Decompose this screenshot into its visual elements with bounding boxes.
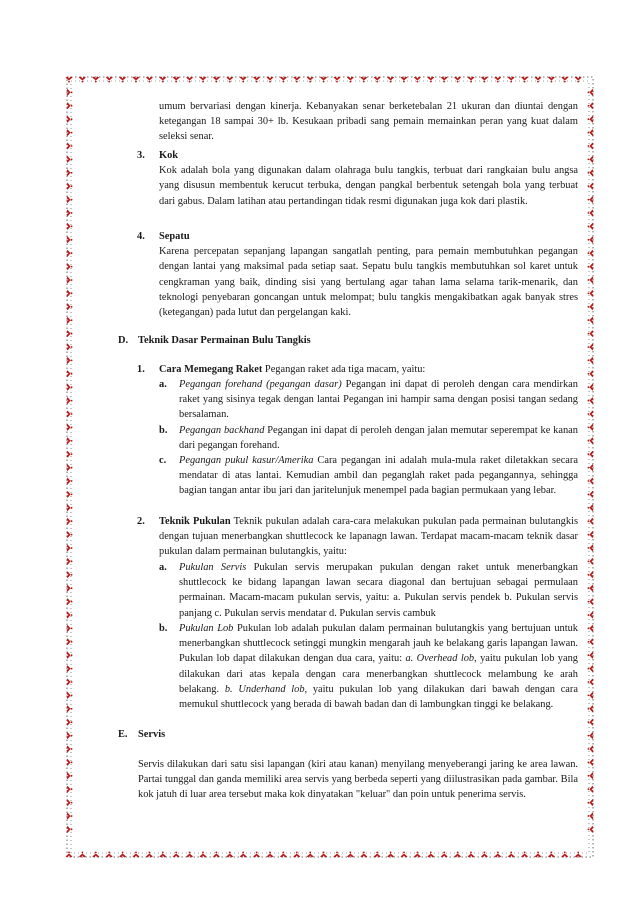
subitem-term-underhand: b. Underhand lob bbox=[224, 683, 305, 695]
section-title-e: Servis bbox=[138, 729, 166, 740]
grip-american bbox=[159, 453, 578, 499]
subitem-term-overhead: a. Overhead lob bbox=[405, 653, 475, 665]
continuation-paragraph: umum bervariasi dengan kinerja. Kebanyakan senar berketebalan 21 ukuran dan diuntai dengan ketegangan 18 sampai 30+ lb. Kesukaan pribadi sang pemain memainkan peran yang kuat dalam seleksi senar. bbox=[159, 101, 578, 143]
subitem-text: Cara pegangan ini adalah mula-mula raket diletakkan secara mendatar di atas lantai. Kemudian ambil dan peganglah raket pada pegangannya, sehingga bagian tangan antar ibu jari dan jaritelunjuk menempel pada bagian permukaan yang lebar. bbox=[179, 455, 578, 497]
d-item-intro-2: Teknik pukulan adalah cara-cara melakukan pukulan pada permainan bulutangkis dengan tujuan menerbangkan shuttlecock ke lapanagn lawan. Terdapat macam-macam teknik dasar pukulan dalam permainan bulutangkis, yaitu: bbox=[159, 516, 578, 558]
item-number-sepatu: 4. bbox=[137, 231, 145, 242]
subitem-text: Pukulan lob adalah pukulan dalam permainan bulutangkis yang bertujuan untuk menerbangkan shuttlecock setinggi mungkin mengarah jauh ke belakang garis lapangan lawan. Pukulan lob dapat dilakukan dengan dua cara, yaitu: bbox=[179, 623, 578, 665]
item-title-sepatu: Sepatu bbox=[159, 231, 190, 242]
item-number-kok: 3. bbox=[137, 150, 145, 161]
grip-forehand bbox=[159, 377, 578, 423]
d-item-title-2: Teknik Pukulan bbox=[159, 516, 231, 527]
d-item-number-1: 1. bbox=[137, 364, 145, 375]
item-text-sepatu: Karena percepatan sepanjang lapangan sangatlah penting, para pemain membutuhkan pegangan dengan lantai yang maksimal pada setiap saat. Sepatu bulu tangkis membutuhkan sol karet untuk cengkraman yang baik, dinding sisi yang bertulang agar tahan lama selama tarik-menarik, dan teknologi penyebaran goncangan untuk melompat; bulu tangkis mengakibatkan agak banyak stres (ketegangan) pada lutut dan pergelangan kaki. bbox=[159, 246, 578, 319]
item-kok bbox=[159, 148, 578, 209]
subitem-text: Pukulan servis merupakan pukulan dengan raket untuk menerbangkan shuttlecock ke bidang lapangan lawan secara diagonal dan bertujuan sebagai permulaan permainan. Macam-macam pukulan servis, yaitu: a. Pukulan servis pendek b. Pukulan servis panjang c. Pukulan servis mendatar d. Pukulan servis cambuk bbox=[179, 562, 578, 619]
subitem-text: Pegangan ini dapat di peroleh dengan cara mendirkan raket yang sisinya tegak dengan lantai Pegangan ini hampir sama dengan posisi tangan sedang bersalaman. bbox=[179, 379, 578, 421]
section-title-d: Teknik Dasar Permainan Bulu Tangkis bbox=[138, 335, 311, 346]
grip-backhand bbox=[159, 423, 578, 453]
subitem-letter: a. bbox=[159, 562, 167, 573]
subitem-term: Pukulan Servis bbox=[179, 562, 247, 573]
subitem-text: Pegangan ini dapat di peroleh dengan jalan memutar seperempat ke kanan dari pegangan forehand. bbox=[179, 425, 578, 452]
subitem-text: , yaitu pukulan lob yang dilakukan dari atas kepala dengan cara menerbangkan shuttlecock melambung ke arah belakang. bbox=[179, 653, 579, 695]
d-item-2 bbox=[159, 514, 578, 560]
subitem-letter: b. bbox=[159, 623, 168, 634]
subitem-text: , yaitu pukulan lob yang dilakukan dari bawah dengan cara memukul shuttlecock yang berada di bawah badan dan di lambungkan tinggi ke belakang. bbox=[179, 683, 578, 711]
subitem-term: Pegangan pukul kasur/Amerika bbox=[179, 455, 314, 466]
section-letter-e: E. bbox=[118, 729, 128, 740]
stroke-lob bbox=[159, 621, 578, 712]
subitem-letter: a. bbox=[159, 379, 167, 390]
subitem-term: Pukulan Lob bbox=[179, 623, 234, 634]
d-item-title-1: Cara Memegang Raket bbox=[159, 364, 263, 375]
d-item-1 bbox=[159, 362, 578, 377]
subitem-term: Pegangan backhand bbox=[179, 425, 265, 436]
item-title-kok: Kok bbox=[159, 150, 179, 161]
subitem-letter: b. bbox=[159, 425, 168, 436]
d-item-number-2: 2. bbox=[137, 516, 145, 527]
item-text-kok: Kok adalah bola yang digunakan dalam olahraga bulu tangkis, terbuat dari rangkaian bulu angsa yang disusun membentuk kerucut terbuka, dengan pangkal berbentuk setengah bola yang terbuat dari gabus. Dalam latihan atau pertandingan tidak resmi digunakan juga kok dari plastik. bbox=[159, 165, 578, 207]
section-letter-d: D. bbox=[118, 335, 129, 346]
d-item-intro-1: Pegangan raket ada tiga macam, yaitu: bbox=[262, 364, 426, 375]
stroke-serve bbox=[159, 560, 578, 621]
item-sepatu bbox=[159, 229, 578, 320]
section-text-e: Servis dilakukan dari satu sisi lapangan (kiri atau kanan) menyilang menyeberangi jaring ke area lawan. Partai tunggal dan ganda memiliki area servis yang berbeda seperti yang diilustrasikan pada gambar. Bila kok jatuh di luar area tersebut maka kok dinyatakan "keluar" dan poin untuk penerima servis. bbox=[138, 759, 578, 801]
subitem-letter: c. bbox=[159, 455, 167, 466]
subitem-term: Pegangan forehand (pegangan dasar) bbox=[179, 379, 342, 390]
